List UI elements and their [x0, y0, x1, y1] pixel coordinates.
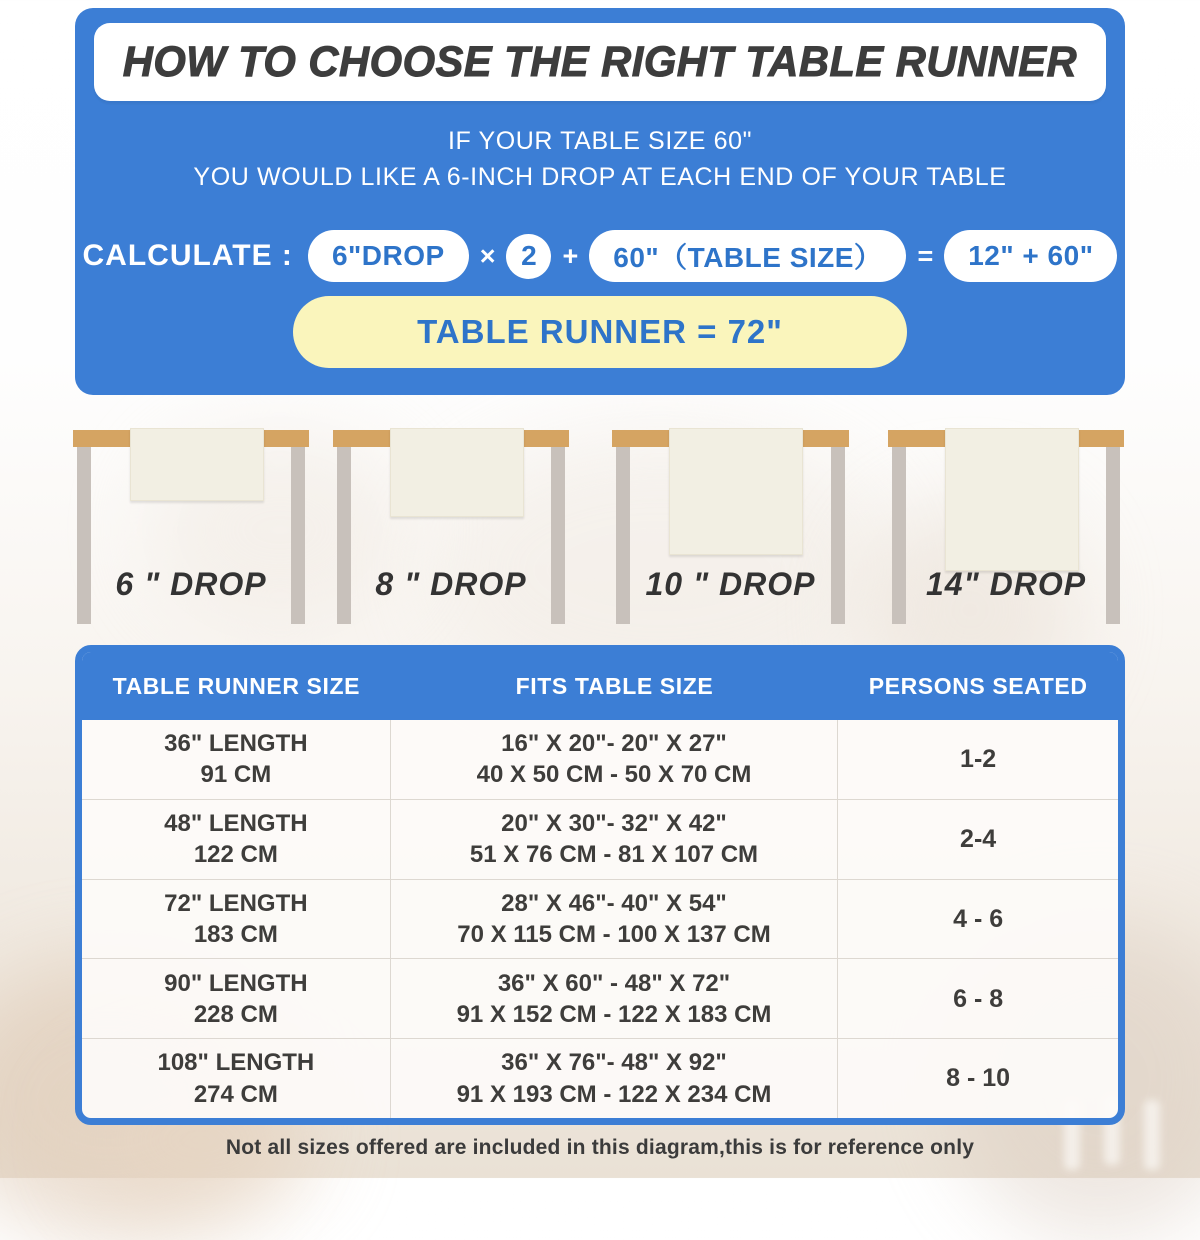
- drop-pill: 6"DROP: [308, 230, 469, 282]
- fits-size-inches: 16" X 20"- 20" X 27": [501, 730, 727, 758]
- drop-figure-8in: [333, 428, 569, 628]
- table-row: [82, 720, 1118, 800]
- result-pill: 12" + 60": [944, 230, 1117, 282]
- drop-figure-14in: [888, 428, 1124, 628]
- fits-size-cm: 51 X 76 CM - 81 X 107 CM: [469, 841, 759, 869]
- header-panel: [75, 8, 1125, 395]
- table-row: [82, 800, 1118, 880]
- chart-body: [82, 720, 1118, 1118]
- runner-illustration: [390, 428, 524, 517]
- runner-illustration: [945, 428, 1079, 571]
- runner-size-cm: 122 CM: [193, 841, 278, 869]
- fits-size-cm: 91 X 193 CM - 122 X 234 CM: [456, 1080, 772, 1108]
- chart-header-row: [82, 652, 1118, 720]
- table-row: [82, 880, 1118, 960]
- fits-size-cell: [391, 880, 839, 959]
- table-row: [82, 959, 1118, 1039]
- fits-size-inches: 28" X 46"- 40" X 54": [501, 889, 727, 917]
- fits-size-inches: 36" X 60" - 48" X 72": [497, 969, 731, 997]
- fits-size-cell: [391, 1039, 839, 1118]
- title-box: [94, 23, 1106, 101]
- fits-size-cm: 91 X 152 CM - 122 X 183 CM: [456, 1000, 772, 1028]
- subtitle-line1: IF YOUR TABLE SIZE 60": [447, 127, 753, 155]
- fits-size-cell: [391, 800, 839, 879]
- runner-size-inches: 108" LENGTH: [157, 1049, 315, 1077]
- runner-size-cell: [82, 800, 391, 879]
- page-title: HOW TO CHOOSE THE RIGHT TABLE RUNNER: [122, 37, 1078, 86]
- multiply-sign: ×: [479, 240, 496, 271]
- runner-size-inches: 72" LENGTH: [164, 889, 308, 917]
- fits-size-inches: 36" X 76"- 48" X 92": [501, 1049, 727, 1077]
- multiplier-badge: 2: [506, 234, 551, 279]
- runner-size-cm: 274 CM: [193, 1080, 278, 1108]
- runner-result-pill: TABLE RUNNER = 72": [293, 296, 907, 368]
- runner-size-cell: [82, 880, 391, 959]
- runner-size-cm: 183 CM: [193, 920, 278, 948]
- runner-size-inches: 36" LENGTH: [164, 730, 308, 758]
- table-size-pill: 60"（TABLE SIZE）: [589, 230, 906, 282]
- runner-illustration: [130, 428, 264, 501]
- size-chart: [75, 645, 1125, 1125]
- persons-cell: 8 - 10: [946, 1064, 1011, 1093]
- fits-size-cell: [391, 720, 839, 799]
- calculation-row: [75, 230, 1125, 282]
- column-header-persons-seated: PERSONS SEATED: [868, 672, 1088, 699]
- runner-size-cell: [82, 959, 391, 1038]
- runner-size-cm: 91 CM: [200, 761, 272, 789]
- fits-size-cm: 70 X 115 CM - 100 X 137 CM: [457, 920, 771, 948]
- drop-figure-6in: [73, 428, 309, 628]
- fits-size-cell: [391, 959, 839, 1038]
- drop-label: 8 " DROP: [375, 566, 527, 602]
- column-header-runner-size: TABLE RUNNER SIZE: [112, 672, 361, 699]
- drop-figure-10in: [612, 428, 849, 628]
- persons-cell: 4 - 6: [953, 904, 1004, 933]
- equals-sign: =: [917, 240, 934, 271]
- plus-sign: +: [562, 240, 579, 271]
- footer-note: Not all sizes offered are included in this diagram,this is for reference only: [225, 1136, 975, 1159]
- persons-cell: 6 - 8: [953, 984, 1004, 1013]
- drop-label: 10 " DROP: [645, 566, 816, 602]
- subtitle-line2: YOU WOULD LIKE A 6-INCH DROP AT EACH END OF YOUR TABLE: [193, 163, 1007, 191]
- drop-label: 14" DROP: [925, 566, 1087, 602]
- drop-label: 6 " DROP: [115, 566, 267, 602]
- persons-cell: 2-4: [960, 824, 997, 853]
- runner-size-cell: [82, 1039, 391, 1118]
- column-header-fits-table-size: FITS TABLE SIZE: [515, 672, 714, 699]
- persons-cell: 1-2: [960, 745, 997, 774]
- runner-illustration: [669, 428, 803, 555]
- runner-size-inches: 90" LENGTH: [164, 969, 308, 997]
- fits-size-inches: 20" X 30"- 32" X 42": [501, 810, 727, 837]
- table-row: [82, 1039, 1118, 1118]
- fits-size-cm: 40 X 50 CM - 50 X 70 CM: [476, 761, 752, 789]
- runner-size-cm: 228 CM: [193, 1000, 278, 1028]
- runner-size-inches: 48" LENGTH: [164, 810, 308, 837]
- calculate-label: CALCULATE :: [82, 239, 293, 272]
- runner-size-cell: [82, 720, 391, 799]
